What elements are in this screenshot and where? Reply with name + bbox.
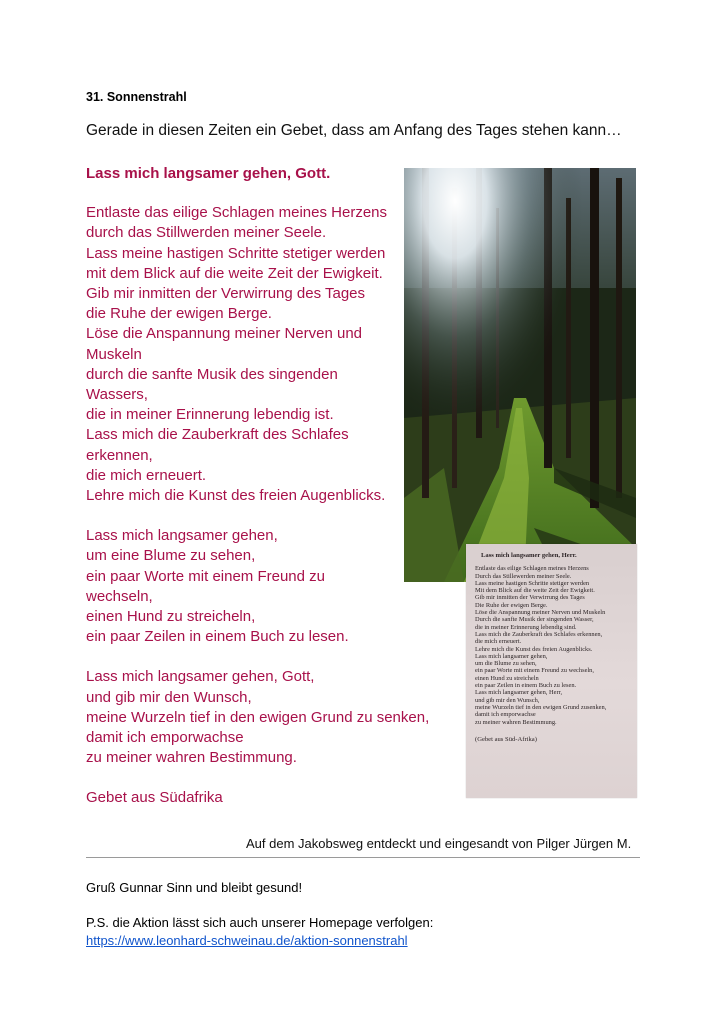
clipping-line: Löse die Anspannung meiner Nerven und Muskeln: [475, 609, 606, 617]
clipping-line: Gib mir inmitten der Verwirrung des Tages: [475, 594, 585, 602]
clipping-line: Entlaste das eilige Schlagen meines Herzens: [475, 565, 589, 573]
intro-text: Gerade in diesen Zeiten ein Gebet, dass am Anfang des Tages stehen kann…: [86, 122, 622, 139]
poem-line: damit ich emporwachse: [86, 729, 244, 747]
clipping-line: Lass mich langsamer gehen,: [475, 652, 548, 660]
page-heading: 31. Sonnenstrahl: [86, 90, 187, 104]
clipping-line: ein paar Worte mit einem Freund zu wechseln,: [475, 667, 594, 675]
clipping-line: meine Wurzeln tief in den ewigen Grund zusenken,: [475, 703, 607, 711]
newspaper-clipping: [466, 544, 637, 798]
poem-source: Gebet aus Südafrika: [86, 789, 223, 807]
poem-line: wechseln,: [86, 587, 153, 605]
greeting-text: Gruß Gunnar Sinn und bleibt gesund!: [86, 880, 303, 895]
poem-line: ein paar Zeilen in einem Buch zu lesen.: [86, 628, 349, 646]
clipping-title: Lass mich langsamer gehen, Herr.: [481, 552, 577, 559]
poem-line: durch die sanfte Musik des singenden: [86, 365, 338, 383]
clipping-line: Durch die sanfte Musik der singenden Wasser,: [475, 616, 594, 624]
clipping-line: die in meiner Erinnerung lebendig sind.: [475, 623, 577, 631]
clipping-line: Lass meine hastigen Schritte stetiger werden: [475, 579, 590, 587]
clipping-line: Lass mich die Zauberkraft des Schlafes erkennen,: [475, 630, 603, 638]
poem-line: Gib mir inmitten der Verwirrung des Tages: [86, 285, 366, 303]
poem-line: zu meiner wahren Bestimmung.: [86, 749, 297, 767]
poem-line: Löse die Anspannung meiner Nerven und: [86, 325, 363, 343]
poem-line: Lass mich die Zauberkraft des Schlafes: [86, 426, 349, 444]
clipping-line: Durch das Stillewerden meiner Seele.: [475, 572, 572, 580]
poem-line: Muskeln: [86, 345, 142, 363]
poem-title: Lass mich langsamer gehen, Gott.: [86, 165, 331, 182]
prayer-poem: [86, 164, 446, 809]
poem-stanza-2: [86, 526, 446, 647]
clipping-line: ein paar Zeilen in einem Buch zu lesen.: [475, 682, 577, 690]
poem-line: erkennen,: [86, 446, 153, 464]
poem-stanza-1: [86, 203, 446, 506]
poem-line: und gib mir den Wunsch,: [86, 688, 252, 706]
poem-line: mit dem Blick auf die weite Zeit der Ewigkeit.: [86, 264, 383, 282]
clipping-line: Lass mich langsamer gehen, Herr,: [475, 689, 563, 697]
poem-line: Entlaste das eilige Schlagen meines Herzens: [86, 204, 388, 222]
poem-line: die Ruhe der ewigen Berge.: [86, 305, 272, 323]
clipping-line: damit ich emporwachse: [475, 711, 536, 719]
poem-line: Lass mich langsamer gehen,: [86, 527, 278, 545]
poem-line: Wassers,: [86, 386, 148, 404]
clipping-line: Die Ruhe der ewigen Berge.: [475, 601, 548, 609]
poem-line: meine Wurzeln tief in den ewigen Grund zu senken,: [86, 708, 430, 726]
poem-line: Lehre mich die Kunst des freien Augenblicks.: [86, 487, 386, 505]
clipping-line: die mich erneuert.: [475, 638, 522, 646]
poem-line: die in meiner Erinnerung lebendig ist.: [86, 406, 334, 424]
poem-line: um eine Blume zu sehen,: [86, 547, 256, 565]
poem-line: die mich erneuert.: [86, 466, 207, 484]
poem-line: Lass meine hastigen Schritte stetiger werden: [86, 244, 386, 262]
clipping-line: Mit dem Blick auf die weite Zeit der Ewigkeit.: [475, 587, 595, 595]
clipping-line: um die Blume zu sehen,: [475, 660, 537, 668]
clipping-source: (Gebet aus Süd-Afrika): [475, 735, 537, 743]
poem-stanza-3: [86, 667, 446, 768]
divider: [86, 857, 640, 858]
clipping-line: Lehre mich die Kunst des freien Augenblicks.: [475, 645, 593, 653]
homepage-link[interactable]: https://www.leonhard-schweinau.de/aktion-sonnenstrahl: [86, 933, 408, 948]
forest-path-photo: [404, 168, 636, 582]
poem-line: Lass mich langsamer gehen, Gott,: [86, 668, 315, 686]
clipping-line: und gib mir den Wunsch,: [475, 696, 540, 704]
clipping-line: einen Hund zu streicheln: [475, 674, 539, 682]
credit-line: Auf dem Jakobsweg entdeckt und eingesandt von Pilger Jürgen M.: [246, 836, 632, 851]
poem-line: ein paar Worte mit einem Freund zu: [86, 567, 325, 585]
poem-line: durch das Stillwerden meiner Seele.: [86, 224, 327, 242]
poem-line: einen Hund zu streicheln,: [86, 608, 256, 626]
clipping-line: zu meiner wahren Bestimmung.: [475, 718, 557, 726]
ps-text: P.S. die Aktion lässt sich auch unserer Homepage verfolgen:: [86, 915, 434, 930]
